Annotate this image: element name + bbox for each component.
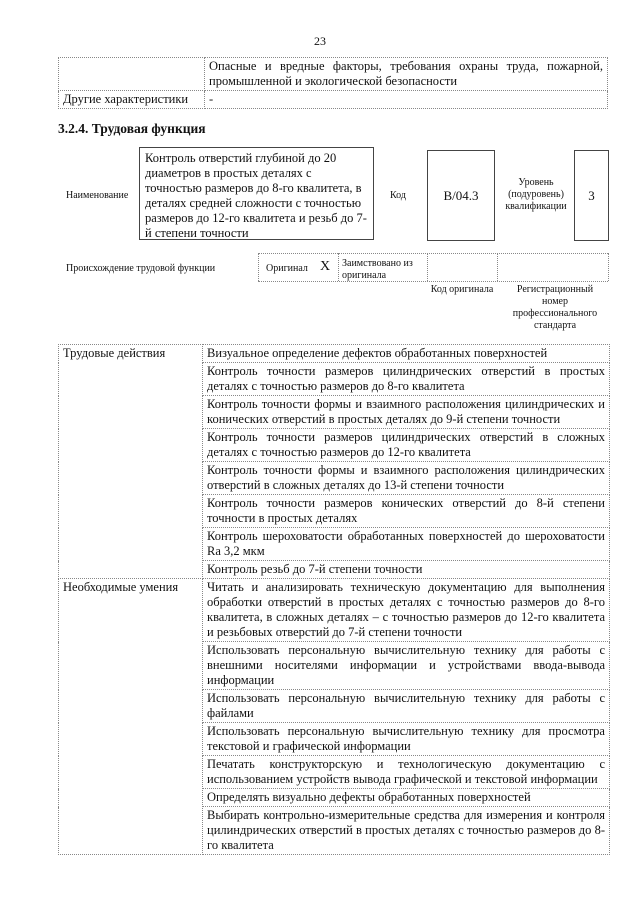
row-label: Другие характеристики xyxy=(59,91,205,109)
required-skills-item: Использовать персональную вычислительную технику для работы с файлами xyxy=(203,690,610,723)
required-skills-item: Выбирать контрольно-измерительные средства для измерения и контроля цилиндрических отверстий в простых деталях с точностью размеров до 8-го квалитета xyxy=(203,807,610,855)
origin-row-top-border xyxy=(258,253,608,254)
section-title: 3.2.4. Трудовая функция xyxy=(58,121,206,136)
borrowed-label: Заимствовано из оригинала xyxy=(342,258,413,281)
name-label: Наименование xyxy=(66,190,129,201)
table-row xyxy=(59,91,608,109)
required-skills-item: Читать и анализировать техническую документацию для выполнения обработки отверстий в простых деталях с точностью размеров до 8-го квалитета, в сложных деталях – с точностью размеров до 12-го квалитета и резьбовых отверстий до 7-й степени точности xyxy=(203,579,610,642)
row-text: - xyxy=(205,91,608,109)
labor-function-table xyxy=(58,344,610,855)
reg-number-label: Регистрационный номер профессионального стандарта xyxy=(512,284,598,331)
top-characteristics-table xyxy=(58,57,608,109)
code-label: Код xyxy=(390,190,406,201)
required-skills-item: Использовать персональную вычислительную технику для просмотра текстовой и графической информации xyxy=(203,723,610,756)
labor-actions-item: Контроль точности размеров конических отверстий до 8-й степени точности в простых деталях xyxy=(203,495,610,528)
table-row xyxy=(59,58,608,91)
labor-actions-item: Контроль шероховатости обработанных поверхностей до шероховатости Ra 3,2 мкм xyxy=(203,528,610,561)
labor-actions-item: Контроль точности размеров цилиндрических отверстий в простых деталях с точностью размеров до 8-го квалитета xyxy=(203,363,610,396)
table-row xyxy=(59,579,610,642)
function-code-box: В/04.3 xyxy=(427,150,495,241)
labor-actions-label: Трудовые действия xyxy=(59,345,203,579)
labor-actions-item: Визуальное определение дефектов обработанных поверхностей xyxy=(203,345,610,363)
labor-actions-item: Контроль точности размеров цилиндрических отверстий в сложных деталях с точностью размеров до 12-го квалитета xyxy=(203,429,610,462)
row-text: Опасные и вредные факторы, требования охраны труда, пожарной, промышленной и экологической безопасности xyxy=(205,58,608,91)
table-row xyxy=(59,345,610,363)
original-mark: X xyxy=(320,259,331,274)
labor-actions-item: Контроль точности формы и взаимного расположения цилиндрических отверстий в сложных деталях до 13-й степени точности xyxy=(203,462,610,495)
origin-divider xyxy=(608,253,609,281)
labor-actions-item: Контроль точности формы и взаимного расположения цилиндрических и конических отверстий в простых деталях до 9-й степени точности xyxy=(203,396,610,429)
origin-divider xyxy=(427,253,428,281)
qualification-level-box: 3 xyxy=(574,150,609,241)
function-name-box: Контроль отверстий глубиной до 20 диаметров в простых деталях с точностью размеров до 8-го квалитета, в деталях средней сложности с точностью размеров до 12-го квалитета и резьб до 7-й степени точности xyxy=(139,147,374,240)
labor-actions-item: Контроль резьб до 7-й степени точности xyxy=(203,561,610,579)
row-label xyxy=(59,58,205,91)
origin-row-bottom-border xyxy=(258,281,608,282)
origin-divider xyxy=(338,253,339,281)
required-skills-item: Определять визуально дефекты обработанных поверхностей xyxy=(203,789,610,807)
origin-divider xyxy=(258,253,259,281)
required-skills-label: Необходимые умения xyxy=(59,579,203,855)
origin-divider xyxy=(497,253,498,281)
original-label: Оригинал xyxy=(266,263,308,274)
code-original-label: Код оригинала xyxy=(430,284,494,295)
level-label: Уровень (подуровень) квалификации xyxy=(505,177,567,212)
required-skills-item: Использовать персональную вычислительную технику для работы с внешними носителями информации и устройствами ввода-вывода информации xyxy=(203,642,610,690)
page-number: 23 xyxy=(314,34,326,48)
required-skills-item: Печатать конструкторскую и технологическую документацию с использованием устройств вывода графической и текстовой информации xyxy=(203,756,610,789)
origin-label: Происхождение трудовой функции xyxy=(66,263,216,274)
